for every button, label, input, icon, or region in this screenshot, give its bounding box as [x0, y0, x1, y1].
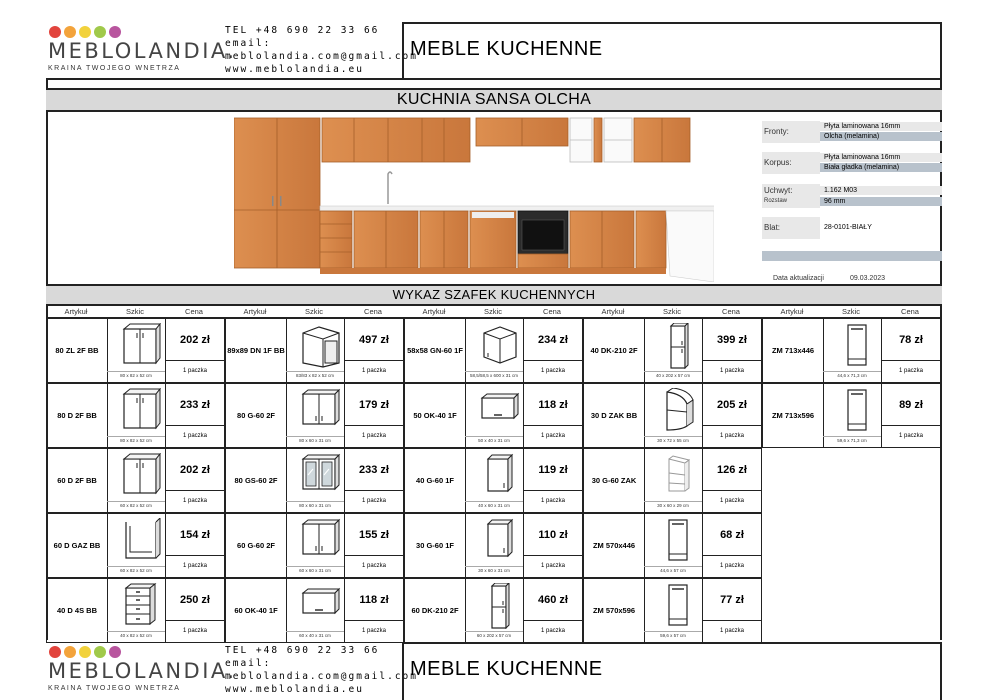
column-header: Szkic	[484, 307, 502, 316]
spec-uchwyt	[762, 184, 942, 208]
cabinet-price: 118 zł	[344, 579, 403, 621]
cabinet-dimensions: 60 x 40 x 31 cm	[299, 633, 331, 638]
cabinet-code: 60 OK-40 1F	[234, 606, 278, 615]
update-date-label: Data aktualizacji	[773, 275, 824, 282]
column-header: Cena	[543, 307, 561, 316]
spec-uchwyt-label: Uchwyt:	[764, 186, 793, 195]
cabinet-package-count: 1 paczka	[702, 426, 761, 447]
cabinet-dimensions: 60 x 82 x 52 cm	[120, 568, 152, 573]
cabinet-item	[583, 383, 762, 448]
corner-wall-cabinet-icon	[480, 323, 520, 369]
cabinet-code: 80 D 2F BB	[57, 411, 97, 420]
sketch-divider	[107, 436, 165, 437]
column-header: Artykuł	[64, 307, 88, 316]
drawer-cabinet-icon	[122, 583, 162, 629]
cabinet-dimensions: 58,5/58,5 x 600 x 31 cm	[469, 373, 519, 378]
cabinet-package-count: 1 paczka	[523, 556, 582, 577]
logo-dot-yellow	[79, 646, 91, 658]
single-wall-cabinet-icon	[480, 453, 520, 499]
single-wall-cabinet-icon	[480, 518, 520, 564]
sketch-divider	[644, 566, 702, 567]
cabinet-item	[404, 513, 583, 578]
cabinet-dimensions: 44,6 x 57 cm	[660, 568, 686, 573]
cabinet-code: 60 D 2F BB	[57, 476, 97, 485]
spec-blat-value: 28-0101-BIAŁY	[824, 224, 872, 231]
meblolandia-logo	[48, 646, 237, 692]
hood-cabinet-icon	[301, 583, 341, 629]
column-header: Artykuł	[243, 307, 267, 316]
cabinet-package-count: 1 paczka	[702, 361, 761, 382]
cabinet-dimensions: 83/83 x 82 x 52 cm	[295, 373, 335, 378]
cabinet-item	[404, 448, 583, 513]
sketch-divider	[823, 371, 881, 372]
sketch-divider	[465, 501, 523, 502]
sink-base-cabinet-icon	[122, 323, 162, 369]
cabinet-code: 30 G-60 ZAK	[591, 476, 637, 485]
brand-tagline: KRAINA TWOJEGO WNETRZA	[48, 65, 181, 72]
cabinet-price: 250 zł	[165, 579, 224, 621]
sketch-divider	[644, 631, 702, 632]
cabinet-price: 154 zł	[165, 514, 224, 556]
spec-korpus-line1: Płyta laminowana 16mm	[820, 153, 942, 162]
cabinet-list-title: WYKAZ SZAFEK KUCHENNYCH	[392, 287, 596, 302]
cabinet-dimensions: 30 x 72 x 55 cm	[657, 438, 689, 443]
cabinet-item	[404, 578, 583, 643]
column-header: Cena	[901, 307, 919, 316]
column-header: Cena	[722, 307, 740, 316]
cabinet-price: 205 zł	[702, 384, 761, 426]
cabinet-code: 80 ZL 2F BB	[55, 346, 99, 355]
logo-dot-purple	[109, 646, 121, 658]
sketch-divider	[465, 631, 523, 632]
base-cabinet-icon	[122, 453, 162, 499]
sketch-divider	[465, 371, 523, 372]
spec-blank-bar	[762, 251, 942, 261]
logo-dots	[49, 646, 237, 658]
contact-email[interactable]: meblolandia.com@gmail.com	[225, 51, 418, 62]
cabinet-price: 460 zł	[523, 579, 582, 621]
logo-dot-red	[49, 26, 61, 38]
cabinet-dimensions: 80 x 60 x 31 cm	[299, 438, 331, 443]
sketch-divider	[644, 371, 702, 372]
cabinet-code: 60 DK-210 2F	[411, 606, 459, 615]
spec-blat	[762, 217, 942, 239]
oven-base-cabinet-icon	[122, 518, 162, 564]
hood-cabinet-icon	[480, 388, 520, 434]
tall-cabinet-icon	[659, 323, 699, 369]
glass-wall-cabinet-icon	[301, 453, 341, 499]
contact-email-label: email:	[225, 38, 272, 49]
spec-fronty-line1: Płyta laminowana 16mm	[820, 122, 942, 131]
column-header: Cena	[185, 307, 203, 316]
spec-fronty-line2: Olcha (melamina)	[820, 132, 942, 141]
sketch-divider	[465, 566, 523, 567]
cabinet-item	[225, 513, 404, 578]
cabinet-dimensions: 59,6 x 57 cm	[660, 633, 686, 638]
logo-dot-purple	[109, 26, 121, 38]
cabinet-item	[583, 578, 762, 643]
update-date-value: 09.03.2023	[849, 275, 886, 282]
update-date	[773, 275, 885, 282]
meblolandia-logo	[48, 26, 237, 72]
sketch-divider	[286, 371, 344, 372]
cabinet-code: ZM 713x446	[771, 346, 815, 355]
cabinet-dimensions: 60 x 82 x 52 cm	[120, 503, 152, 508]
sketch-divider	[286, 501, 344, 502]
logo-dot-red	[49, 646, 61, 658]
cabinet-price: 89 zł	[881, 384, 940, 426]
sketch-divider	[286, 631, 344, 632]
cabinet-package-count: 1 paczka	[702, 621, 761, 642]
contact-block	[225, 644, 418, 696]
cabinet-price: 118 zł	[523, 384, 582, 426]
spec-korpus-label: Korpus:	[764, 158, 792, 167]
logo-dot-orange	[64, 646, 76, 658]
cabinet-item	[583, 448, 762, 513]
header-title-box	[402, 22, 942, 78]
cabinet-package-count: 1 paczka	[165, 361, 224, 382]
spec-blat-label: Blat:	[764, 223, 781, 232]
cabinet-code: 40 DK-210 2F	[590, 346, 638, 355]
column-header: Artykuł	[422, 307, 446, 316]
cabinet-item	[46, 513, 225, 578]
column-header: Szkic	[126, 307, 144, 316]
contact-block	[225, 24, 418, 76]
cabinet-package-count: 1 paczka	[523, 361, 582, 382]
cabinet-price: 497 zł	[344, 319, 403, 361]
cabinet-package-count: 1 paczka	[165, 621, 224, 642]
tall-cabinet-icon	[480, 583, 520, 629]
cabinet-dimensions: 40 x 82 x 52 cm	[120, 633, 152, 638]
model-title-bar	[46, 88, 942, 112]
page-header	[0, 0, 990, 80]
cabinet-dimensions: 44,6 x 71,3 cm	[837, 373, 867, 378]
cabinet-price: 234 zł	[523, 319, 582, 361]
cabinet-item	[46, 578, 225, 643]
sketch-divider	[465, 436, 523, 437]
spec-rozstaw-label: Rozstaw	[764, 198, 788, 204]
contact-website[interactable]: www.meblolandia.eu	[225, 684, 364, 695]
cabinet-package-count: 1 paczka	[344, 491, 403, 512]
cabinet-code: 40 G-60 1F	[416, 476, 454, 485]
column-header-group	[583, 306, 763, 318]
cabinet-dimensions: 50 x 40 x 31 cm	[478, 438, 510, 443]
header-title: MEBLE KUCHENNE	[410, 658, 603, 680]
end-shelf-base-icon	[659, 388, 699, 434]
spec-korpus-line2: Biała gładka (melamina)	[820, 163, 942, 172]
spec-uchwyt-value: 1.162 M03	[820, 186, 942, 195]
contact-phone: TEL +48 690 22 33 66	[225, 25, 380, 36]
cabinet-item	[762, 318, 941, 383]
sketch-divider	[107, 566, 165, 567]
brand-name: MEBLOLANDIA.	[48, 659, 237, 683]
dishwasher-front-icon	[838, 323, 878, 369]
cabinet-price: 78 zł	[881, 319, 940, 361]
cabinet-package-count: 1 paczka	[523, 426, 582, 447]
spec-fronty	[762, 121, 942, 143]
cabinet-price: 399 zł	[702, 319, 761, 361]
cabinet-dimensions: 60 x 202 x 57 cm	[476, 633, 512, 638]
dishwasher-front-icon	[659, 518, 699, 564]
sketch-divider	[286, 436, 344, 437]
sketch-divider	[107, 631, 165, 632]
cabinet-package-count: 1 paczka	[523, 491, 582, 512]
cabinet-dimensions: 80 x 82 x 52 cm	[120, 438, 152, 443]
cabinet-code: 58x58 GN-60 1F	[407, 346, 463, 355]
cabinet-price: 202 zł	[165, 449, 224, 491]
cabinet-price: 179 zł	[344, 384, 403, 426]
cabinet-package-count: 1 paczka	[344, 426, 403, 447]
cabinet-item	[225, 578, 404, 643]
cabinet-code: ZM 570x596	[592, 606, 636, 615]
cabinet-item	[46, 318, 225, 383]
cabinet-dimensions: 40 x 60 x 31 cm	[478, 503, 510, 508]
spec-rozstaw-value: 96 mm	[820, 197, 942, 206]
cabinet-package-count: 1 paczka	[165, 426, 224, 447]
cabinet-dimensions: 30 x 60 x 29 cm	[657, 503, 689, 508]
cabinet-code: 30 D ZAK BB	[590, 411, 638, 420]
logo-dots	[49, 26, 237, 38]
cabinet-package-count: 1 paczka	[344, 621, 403, 642]
cabinet-dimensions: 30 x 60 x 31 cm	[478, 568, 510, 573]
column-header: Artykuł	[601, 307, 625, 316]
cabinet-item	[46, 383, 225, 448]
column-header: Szkic	[663, 307, 681, 316]
column-header: Szkic	[305, 307, 323, 316]
cabinet-item	[225, 318, 404, 383]
cabinet-dimensions: 60 x 60 x 31 cm	[299, 568, 331, 573]
wall-cabinet-icon	[301, 388, 341, 434]
cabinet-item	[225, 383, 404, 448]
brand-name: MEBLOLANDIA.	[48, 39, 237, 63]
cabinet-price: 68 zł	[702, 514, 761, 556]
cabinet-code: 80 G-60 2F	[237, 411, 275, 420]
contact-email[interactable]: meblolandia.com@gmail.com	[225, 671, 418, 682]
sketch-divider	[823, 436, 881, 437]
header-title-box	[402, 642, 942, 700]
base-cabinet-icon	[122, 388, 162, 434]
cabinet-code: ZM 570x446	[592, 541, 636, 550]
cabinet-code: ZM 713x596	[771, 411, 815, 420]
cabinet-package-count: 1 paczka	[523, 621, 582, 642]
logo-dot-green	[94, 646, 106, 658]
cabinet-price: 126 zł	[702, 449, 761, 491]
cabinet-dimensions: 59,6 x 71,3 cm	[837, 438, 867, 443]
cabinet-price: 119 zł	[523, 449, 582, 491]
cabinet-code: 89x89 DN 1F BB	[227, 346, 285, 355]
logo-dot-green	[94, 26, 106, 38]
sketch-divider	[644, 436, 702, 437]
logo-dot-yellow	[79, 26, 91, 38]
column-header: Artykuł	[780, 307, 804, 316]
cabinet-dimensions: 80 x 82 x 52 cm	[120, 373, 152, 378]
cabinet-code: 60 G-60 2F	[237, 541, 275, 550]
cabinet-item	[404, 383, 583, 448]
cabinet-code: 30 G-60 1F	[416, 541, 454, 550]
cabinet-package-count: 1 paczka	[344, 556, 403, 577]
column-header-group	[46, 306, 226, 318]
cabinet-package-count: 1 paczka	[165, 556, 224, 577]
cabinet-item	[46, 448, 225, 513]
cabinet-package-count: 1 paczka	[881, 426, 940, 447]
model-title: KUCHNIA SANSA OLCHA	[396, 91, 592, 108]
cabinet-price: 233 zł	[165, 384, 224, 426]
cabinet-item	[404, 318, 583, 383]
cabinet-list-title-bar	[46, 284, 942, 306]
column-header-group	[762, 306, 942, 318]
column-header-group	[404, 306, 584, 318]
dishwasher-front-icon	[659, 583, 699, 629]
cabinet-package-count: 1 paczka	[702, 491, 761, 512]
kitchen-illustration	[234, 116, 714, 282]
header-title: MEBLE KUCHENNE	[410, 38, 603, 60]
cabinet-item	[762, 383, 941, 448]
cabinet-price: 77 zł	[702, 579, 761, 621]
logo-dot-orange	[64, 26, 76, 38]
cabinet-package-count: 1 paczka	[702, 556, 761, 577]
cabinet-price: 233 zł	[344, 449, 403, 491]
cabinet-package-count: 1 paczka	[344, 361, 403, 382]
column-header: Cena	[364, 307, 382, 316]
sketch-divider	[107, 501, 165, 502]
cabinet-code: 60 D GAZ BB	[53, 541, 101, 550]
contact-phone: TEL +48 690 22 33 66	[225, 645, 380, 656]
spec-korpus	[762, 152, 942, 174]
cabinet-item	[583, 318, 762, 383]
cabinet-code: 50 OK-40 1F	[413, 411, 457, 420]
corner-base-cabinet-icon	[301, 323, 341, 369]
contact-website[interactable]: www.meblolandia.eu	[225, 64, 364, 75]
sketch-divider	[644, 501, 702, 502]
cabinet-price: 110 zł	[523, 514, 582, 556]
end-shelf-wall-icon	[659, 453, 699, 499]
cabinet-code: 40 D 4S BB	[56, 606, 98, 615]
sketch-divider	[107, 371, 165, 372]
brand-tagline: KRAINA TWOJEGO WNETRZA	[48, 685, 181, 692]
dishwasher-front-icon	[838, 388, 878, 434]
cabinet-price: 155 zł	[344, 514, 403, 556]
cabinet-package-count: 1 paczka	[881, 361, 940, 382]
cabinet-item	[583, 513, 762, 578]
next-page-header	[0, 640, 990, 700]
cabinet-price: 202 zł	[165, 319, 224, 361]
cabinet-dimensions: 80 x 60 x 31 cm	[299, 503, 331, 508]
cabinet-item	[225, 448, 404, 513]
cabinet-dimensions: 40 x 202 x 57 cm	[655, 373, 691, 378]
cabinet-code: 80 GS-60 2F	[234, 476, 278, 485]
contact-email-label: email:	[225, 658, 272, 669]
column-header-group	[225, 306, 405, 318]
spec-fronty-label: Fronty:	[764, 127, 789, 136]
cabinet-package-count: 1 paczka	[165, 491, 224, 512]
column-header: Szkic	[842, 307, 860, 316]
sketch-divider	[286, 566, 344, 567]
wall-cabinet-icon	[301, 518, 341, 564]
